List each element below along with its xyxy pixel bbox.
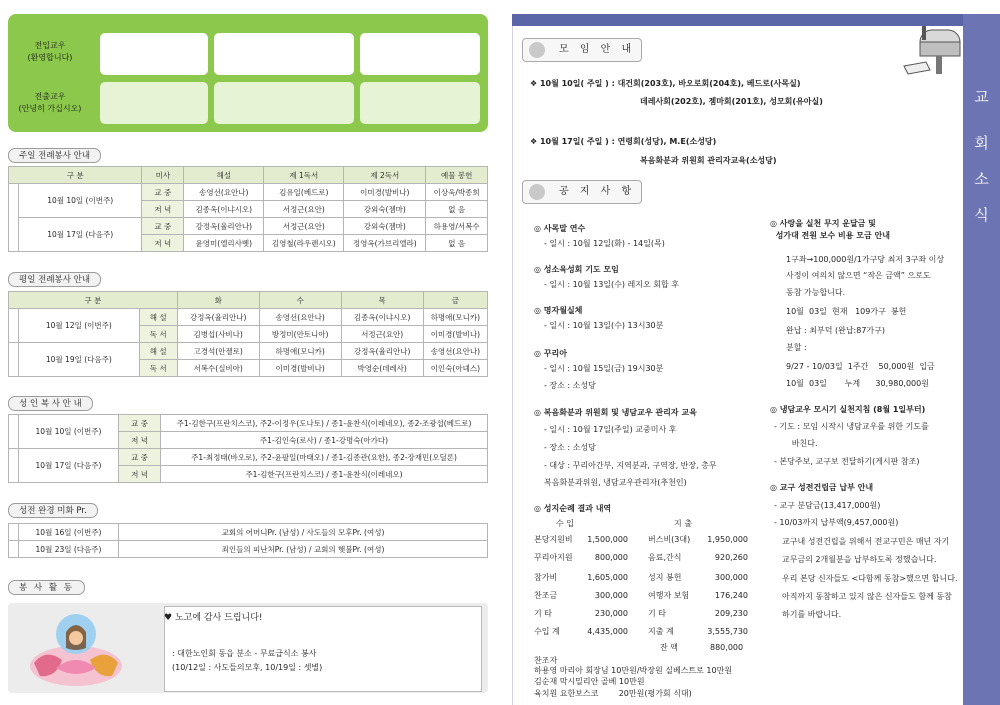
top-bar — [512, 14, 964, 26]
donation-line: 육치원 요한보스코 20만원(평가회 식대) — [534, 689, 692, 698]
balance-label: 잔 액 — [660, 643, 678, 652]
finance-cell: 1,950,000 — [707, 535, 748, 544]
reg-label-in: 전입교우 (환영합니다) — [27, 41, 73, 62]
service-line-2: (10/12일 : 사도들의모후, 10/19일 : 셋별) — [172, 663, 323, 672]
finance-cell: 지출 계 — [648, 627, 674, 636]
table-row: 저 녁 주1-김한구(프란치스코) / 종1-윤찬식(이레네오) — [9, 466, 488, 483]
notice-line: 교구내 성전건립을 위해서 전교구민은 매년 자기 — [782, 537, 950, 546]
notices-header: 공 지 사 항 — [522, 180, 642, 204]
reg-in-name-field[interactable] — [100, 33, 208, 75]
donation-line: 하용영 마리아 회장님 10만원/박장원 실베스트로 10만원 — [534, 666, 733, 675]
notice-line: 10월 03일 누계 30,980,000원 — [786, 379, 929, 388]
meeting-line: ❖ 10월 17일( 주일 ) : 연령회(성당), M.E(소성당) — [530, 137, 717, 146]
finance-cell: 참가비 — [534, 573, 558, 582]
megaphone-icon — [529, 42, 545, 58]
sidebar-char: 소 — [974, 170, 989, 188]
notice-line: 바친다. — [774, 439, 818, 448]
notice-line: 아직까지 동참하고 있지 않은 신자들도 함께 동참 — [782, 592, 952, 601]
table-row: 10월 16일 (이번주) 교회의 어머니Pr. (남성) / 사도들의 모후Pr. (여성) — [9, 524, 488, 541]
notice-line: 완납 : 최부덕 (완납:87가구) — [786, 326, 885, 335]
service-line-1: : 대한노인회 동읍 분소 - 무료급식소 봉사 — [172, 649, 317, 658]
mailbox-icon — [900, 22, 970, 78]
notice-line: - 기도 : 모임 시작시 냉담교우를 위한 기도를 — [774, 422, 929, 431]
notice-heading: ◎ 꾸리아 — [534, 349, 567, 358]
sidebar-char: 식 — [974, 206, 989, 224]
finance-expense-header: 지 출 — [674, 519, 692, 528]
service-activity-title: 봉 사 활 동 — [8, 580, 85, 595]
notice-heading: ◎ 사목말 연수 — [534, 224, 586, 233]
reg-header-place: 계시던 곳 / 가시는 곳 — [247, 4, 323, 13]
finance-income-header: 수 입 — [556, 519, 574, 528]
notice-line: 우리 본당 신자들도 <다함께 동참>했으면 합니다. — [782, 574, 958, 583]
donation-title: 찬조자 — [534, 656, 558, 665]
notice-line: - 10/03까지 납부액(9,457,000원) — [774, 518, 899, 527]
table-row: 10월 17일 (다음주) 교 중 강정옥(율리안나) 서정근(요안) 강외숙(젬마) 하용영/서복수 — [9, 218, 488, 235]
finance-cell: 230,000 — [594, 609, 628, 618]
meeting-line: 복음화분과 위원회 관리자교육(소성당) — [640, 156, 777, 165]
notice-line: - 교구 분담금(13,417,000원) — [774, 501, 881, 510]
finance-cell: 920,260 — [714, 553, 748, 562]
altar-server-title: 성 인 복 사 안 내 — [8, 396, 93, 411]
notice-line: 사정이 여의치 않으면 “작은 금액” 으로도 — [786, 271, 931, 280]
finance-cell: 꾸리아지원 — [534, 553, 573, 562]
sunday-service-table: 구 분 미사 해설 제 1독서 제 2독서 예물 봉헌 10월 10일 (이번주) 교 중 송영선(요안나) 김유일(베드로) 이미경(발비나) 이상욱/박종희 저 녁 김종옥(이냐시오) 서정근(요안) 강외숙(젬마) 없 음 10월 17일 (다음주) 교 중 강정옥(율리안나) 서정근(요안) 강외숙(젬마) 하용영/서복수 저 녁 윤영미(엘리사벳) 김영철(라우렌시오) 정영옥(가브리엘라) 없 음 — [8, 166, 488, 252]
finance-cell: 수입 계 — [534, 627, 560, 636]
table-row: 10월 10일 (이번주) 교 중 주1-김한구(프란치스코), 주2-이정우(도나토) / 종1-윤찬식(이레네오), 종2-조광섭(베드로) — [9, 415, 488, 432]
notice-line: - 일시 : 10월 13일(수) 13시30분 — [544, 321, 664, 330]
notice-line: - 일시 : 10월 17일(주일) 교중미사 후 — [544, 425, 677, 434]
finance-cell: 본당지원비 — [534, 535, 573, 544]
finance-cell: 176,240 — [714, 591, 748, 600]
finance-cell: 여행자 보험 — [648, 591, 690, 600]
weekday-service-table: 구 분 화 수 목 금 10월 12일 (이번주) 해 설 강정옥(율리안나) 송영선(요안나) 김종옥(이냐시오) 하명애(모니카) 독 서 김병섭(사비나) 방정미(안토니아) 서정근(요안) 이미경(발비나) 10월 19일 (다음주) 해 설 고경석(안젤로) 하명애(모니카) 강정옥(율리안나) 송영선(요안나) 독 서 서복수(실비아) 이미경(발비나) 박영순(데레사) 이인숙(아녜스) — [8, 291, 488, 377]
side-bar — [963, 14, 1000, 705]
table-row: 10월 23일 (다음주) 죄인들의 피난처Pr. (남성) / 교회의 햇불Pr. (여성) — [9, 541, 488, 558]
finance-cell: 209,230 — [714, 609, 748, 618]
finance-cell: 800,000 — [594, 553, 628, 562]
finance-cell: 기 타 — [534, 609, 552, 618]
reg-out-name-field[interactable] — [100, 82, 208, 124]
table-row: 독 서 서복수(실비아) 이미경(발비나) 박영순(데레사) 이인숙(아녜스) — [9, 360, 488, 377]
finance-cell: 기 타 — [648, 609, 666, 618]
notice-line: - 대상 : 꾸리아간부, 지역분과, 구역장, 반장, 총무 — [544, 461, 717, 470]
notice-heading: ◎ 복음화분과 위원회 및 냉담교우 관리자 교육 — [534, 408, 697, 417]
donation-line: 김순재 막시밀리안 골베 10만원 — [534, 677, 645, 686]
reg-out-zone-field[interactable] — [360, 82, 480, 124]
meeting-line: 데레사회(202호), 젬마회(201호), 성모회(유아실) — [640, 97, 823, 106]
notice-line: - 장소 : 소성당 — [544, 443, 596, 452]
megaphone-icon — [529, 184, 545, 200]
reg-in-place-field[interactable] — [214, 33, 354, 75]
finance-heading: ◎ 성지순례 결과 내역 — [534, 504, 612, 513]
table-row: 10월 10일 (이번주) 교 중 송영선(요안나) 김유일(베드로) 이미경(발비나) 이상욱/박종희 — [9, 184, 488, 201]
notice-line: 교무금의 2개월분을 납부하도록 정했습니다. — [782, 555, 937, 564]
meeting-line: ❖ 10월 10일( 주일 ) : 대건회(203호), 바오로회(204호), 베드로(사목실) — [530, 79, 801, 88]
table-row: 저 녁 윤영미(엘리사벳) 김영철(라우렌시오) 정영옥(가브리엘라) 없 음 — [9, 235, 488, 252]
notice-line: 9/27 - 10/03일 1주간 50,000원 입금 — [786, 362, 935, 371]
program-title: 성전 완경 미화 Pr. — [8, 503, 98, 518]
notice-line: - 일시 : 10월 12일(화) - 14일(목) — [544, 239, 665, 248]
jesus-illustration-icon — [26, 608, 126, 690]
finance-cell: 4,435,000 — [587, 627, 628, 636]
notice-heading: ◎ 성소육성회 기도 모임 — [534, 265, 619, 274]
table-row: 10월 19일 (다음주) 해 설 고경석(안젤로) 하명애(모니카) 강정옥(율리안나) 송영선(요안나) — [9, 343, 488, 360]
notice-line: - 일시 : 10월 13일(수) 레지오 회합 후 — [544, 280, 679, 289]
notice-heading: ◎ 명자월실체 — [534, 306, 583, 315]
notice-line: - 장소 : 소성당 — [544, 381, 596, 390]
notice-line: 동참 가능합니다. — [786, 288, 846, 297]
table-row: 저 녁 주1-김인숙(로사) / 종1-강명숙(아가다) — [9, 432, 488, 449]
notice-heading: ◎ 교구 성전건립금 납부 안내 — [770, 483, 874, 492]
finance-cell: 성지 봉헌 — [648, 573, 682, 582]
finance-cell: 300,000 — [594, 591, 628, 600]
table-row: 저 녁 김종옥(이냐시오) 서정근(요안) 강외숙(젬마) 없 음 — [9, 201, 488, 218]
finance-cell: 300,000 — [714, 573, 748, 582]
notice-line: 복음화분과위원, 냉담교우관리자(추천인) — [544, 478, 687, 487]
finance-cell: 음료,간식 — [648, 553, 682, 562]
finance-cell: 1,605,000 — [587, 573, 628, 582]
altar-server-table — [8, 414, 488, 483]
reg-header-name: 이 름(본 명) — [133, 4, 177, 13]
sidebar-char: 교 — [974, 88, 989, 106]
table-row: 10월 12일 (이번주) 해 설 강정옥(율리안나) 송영선(요안나) 김종옥(이냐시오) 하명애(모니카) — [9, 309, 488, 326]
reg-in-zone-field[interactable] — [360, 33, 480, 75]
finance-cell: 1,500,000 — [587, 535, 628, 544]
meetings-header: 모 임 안 내 — [522, 38, 642, 62]
notice-line: 분할 : — [786, 343, 807, 352]
notice-heading: 성가대 전원 보수 비용 모금 안내 — [770, 231, 890, 240]
sunday-service-title: 주일 전례봉사 안내 — [8, 148, 101, 163]
notice-line: - 본당주보, 교구보 전달하기(게시판 참조) — [774, 457, 920, 466]
finance-cell: 찬조금 — [534, 591, 558, 600]
table-row: 독 서 김병섭(사비나) 방정미(안토니아) 서정근(요안) 이미경(발비나) — [9, 326, 488, 343]
thanks-line: ♥ 노고에 감사 드립니다! — [164, 613, 263, 623]
weekday-service-title: 평일 전례봉사 안내 — [8, 272, 101, 287]
sidebar-char: 회 — [974, 134, 989, 152]
reg-header-zone: 구역 / 전화 — [400, 4, 440, 13]
notice-heading: ◎ 사랑을 실천 무지 운달금 및 — [770, 219, 876, 228]
notice-line: 1구좌→100,000원/1가구당 최저 3구좌 이상 — [786, 255, 945, 264]
finance-cell: 3,555,730 — [707, 627, 748, 636]
notice-line: 하기를 바랍니다. — [782, 610, 842, 619]
notice-line: 10월 03일 현재 109가구 봉헌 — [786, 307, 907, 316]
reg-out-place-field[interactable] — [214, 82, 354, 124]
program-table — [8, 523, 488, 558]
reg-label-out: 전출교우 (안녕히 가십시오) — [18, 92, 82, 113]
finance-cell: 버스비(3대) — [648, 535, 691, 544]
heart-icon: ♥ — [164, 613, 173, 623]
notice-heading: ◎ 냉담교우 모시기 실천지침 (8월 1일부터) — [770, 405, 926, 414]
notice-line: - 일시 : 10월 15일(금) 19시30분 — [544, 364, 664, 373]
table-row: 10월 17일 (다음주) 교 중 주1-최정태(바오로), 주2-윤팔일(마태오) / 종1-김종관(요한), 종2-장재민(오딜론) — [9, 449, 488, 466]
balance-value: 880,000 — [710, 643, 744, 652]
